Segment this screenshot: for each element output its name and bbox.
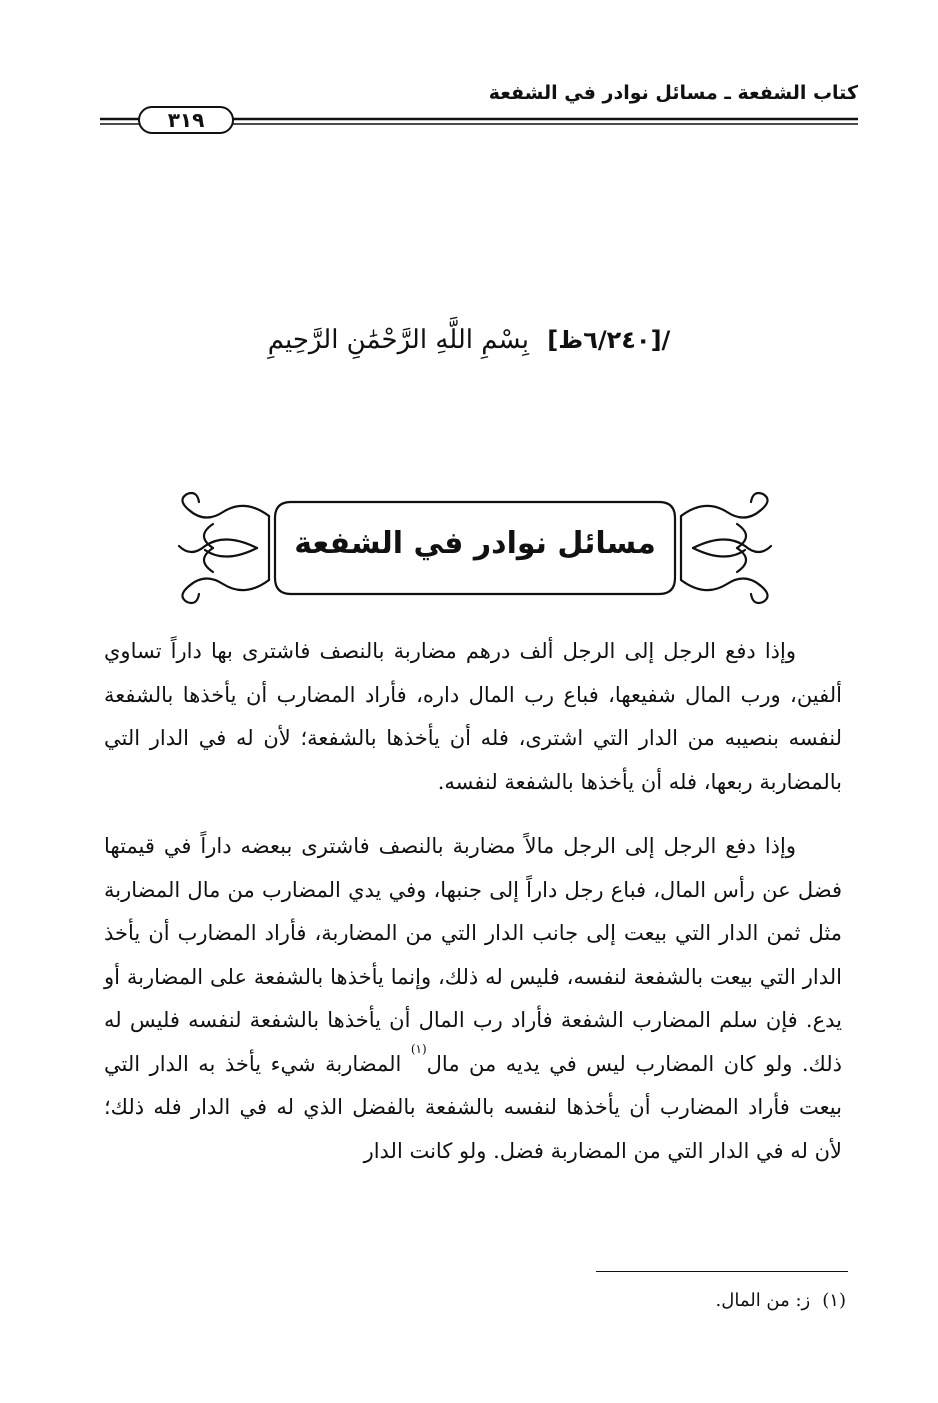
paragraph-text: المضاربة شيء يأخذ به الدار التي بيعت فأراد المضارب أن يأخذها لنفسه بالشفعة بالفضل الذي له في الدار فله ذلك؛ لأن له في الدار التي من المضاربة فضل. ولو كانت الدار xyxy=(104,1051,842,1163)
folio-reference: /[٦/٢٤٠ظ] xyxy=(547,326,671,354)
footnote-divider xyxy=(596,1271,848,1272)
chapter-title-frame xyxy=(165,488,785,608)
paragraph: وإذا دفع الرجل إلى الرجل ألف درهم مضاربة بالنصف فاشترى بها داراً تساوي ألفين، ورب المال شفيعها، فباع رب المال داره، فأراد المضارب أن يأخذها بالشفعة لنفسه بنصيبه من الدار التي اشترى، فله أن يأخذها بالشفعة؛ لأن له في الدار التي بالمضاربة ربعها، فله أن يأخذها بالشفعة لنفسه. xyxy=(104,639,842,794)
paragraph xyxy=(104,825,842,1173)
footnote-text: ز: من المال. xyxy=(715,1290,811,1311)
main-text xyxy=(104,630,842,1173)
basmala: بِسْمِ اللَّهِ الرَّحْمَٰنِ الرَّحِيمِ xyxy=(267,325,530,355)
paragraph-text: وإذا دفع الرجل إلى الرجل مالاً مضاربة بالنصف فاشترى ببعضه داراً في قيمتها فضل عن رأس المال، فباع رجل داراً إلى جنبها، وفي يدي المضارب من مال المضاربة مثل ثمن الدار التي بيعت إلى جانب الدار التي من المضاربة، فأراد المضارب أن يأخذ الدار التي بيعت بالشفعة لنفسه، فليس له ذلك، وإنما يأخذها بالشفعة على المضاربة أو يدع. فإن سلم المضارب الشفعة فأراد رب المال أن يأخذها بالشفعة لنفسه فليس له ذلك. ولو كان المضارب ليس في يديه من مال xyxy=(104,834,842,1076)
page-header xyxy=(100,82,858,142)
page-number: ٣١٩ xyxy=(167,108,205,132)
footnote-marker: (١) xyxy=(410,1041,427,1056)
chapter-title: مسائل نوادر في الشفعة xyxy=(294,526,656,561)
footnote xyxy=(716,1290,846,1311)
footnote-number: (١) xyxy=(822,1290,846,1311)
opening-line xyxy=(0,325,938,355)
running-title: كتاب الشفعة ـ مسائل نوادر في الشفعة xyxy=(488,82,858,104)
page-number-badge xyxy=(138,106,234,134)
